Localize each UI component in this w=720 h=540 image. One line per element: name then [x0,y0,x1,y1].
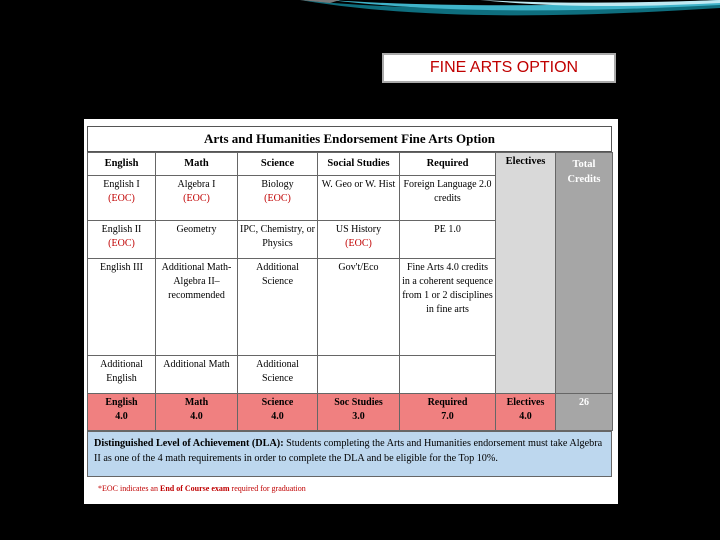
course-name: Additional Math [163,359,230,370]
eoc-tag: (EOC) [264,193,291,204]
total-social [318,394,400,431]
total-value: 4.0 [271,411,284,422]
course-name: Gov't/Eco [338,262,379,273]
total-label: Required [427,397,468,408]
table-header-row [88,153,613,176]
header-electives [496,153,556,394]
cell-science [238,259,318,356]
total-required [400,394,496,431]
total-value: 4.0 [519,411,532,422]
course-name: Foreign Language 2.0 credits [403,179,492,204]
electives-label: Electives [505,156,546,167]
cell-english [88,176,156,221]
total-label: Science [261,397,294,408]
cell-science [238,221,318,259]
decorative-wave [0,0,720,60]
dla-text: Students completing the Arts and Humanities endorsement must take Algebra II as one of the 4 math requirements in order to complete the DLA and be eligible for the Top 10%. [94,438,603,464]
footnote-suffix: required for graduation [229,484,306,493]
eoc-tag: (EOC) [345,238,372,249]
course-name: Algebra I [177,179,216,190]
cell-social [318,176,400,221]
cell-social [318,259,400,356]
header-math: Math [156,153,238,176]
header-required: Required [400,153,496,176]
course-name: Geometry [176,224,217,235]
eoc-footnote [98,484,306,493]
cell-math [156,259,238,356]
eoc-tag: (EOC) [108,238,135,249]
total-label: Math [184,397,209,408]
total-english [88,394,156,431]
cell-english [88,221,156,259]
cell-social [318,356,400,394]
cell-science [238,356,318,394]
course-name: Fine Arts 4.0 credits in a coherent sequence from 1 or 2 disciplines in fine arts [402,262,493,315]
course-name: English III [99,262,144,273]
course-name: Additional Math- Algebra II– recommended [161,262,232,301]
course-name: W. Geo or W. Hist [321,179,396,190]
total-value: 7.0 [441,411,454,422]
cell-english [88,356,156,394]
dla-label: Distinguished Level of Achievement (DLA): [94,438,284,449]
course-name: Additional Science [256,359,299,384]
total-value: 4.0 [190,411,203,422]
cell-math [156,221,238,259]
cell-science [238,176,318,221]
header-social-studies: Social Studies [318,153,400,176]
footnote-bold: End of Course exam [159,484,230,493]
document-title: Arts and Humanities Endorsement Fine Arts Option [87,126,612,152]
endorsement-document [84,119,618,504]
totals-row [88,394,613,431]
header-english: English [88,153,156,176]
total-label: English [105,397,138,408]
cell-english [88,259,156,356]
cell-social [318,221,400,259]
total-electives [496,394,556,431]
course-name: Additional Science [256,262,299,287]
cell-math [156,356,238,394]
total-label: Electives [506,397,545,408]
course-name: Biology [261,179,294,190]
total-value: 26 [579,397,589,408]
eoc-tag: (EOC) [183,193,210,204]
course-table [87,152,613,431]
total-science [238,394,318,431]
cell-required [400,176,496,221]
total-label: Soc Studies [334,397,383,408]
course-name: US History [335,224,382,235]
course-name: English I [103,179,140,190]
course-name: English II [101,224,142,235]
total-credits [556,394,613,431]
dla-note [87,431,612,477]
total-value: 4.0 [115,411,128,422]
course-name: IPC, Chemistry, or Physics [240,224,315,249]
cell-required [400,221,496,259]
cell-math [156,176,238,221]
cell-required [400,259,496,356]
footnote-prefix: *EOC indicates an [98,484,160,493]
header-total-credits [556,153,613,394]
cell-required [400,356,496,394]
course-name: Additional English [100,359,143,384]
eoc-tag: (EOC) [108,193,135,204]
slide-title: FINE ARTS OPTION [382,53,616,83]
total-value: 3.0 [352,411,365,422]
total-credits-label: Total Credits [567,159,601,185]
total-math [156,394,238,431]
header-science: Science [238,153,318,176]
course-name: PE 1.0 [434,224,461,235]
